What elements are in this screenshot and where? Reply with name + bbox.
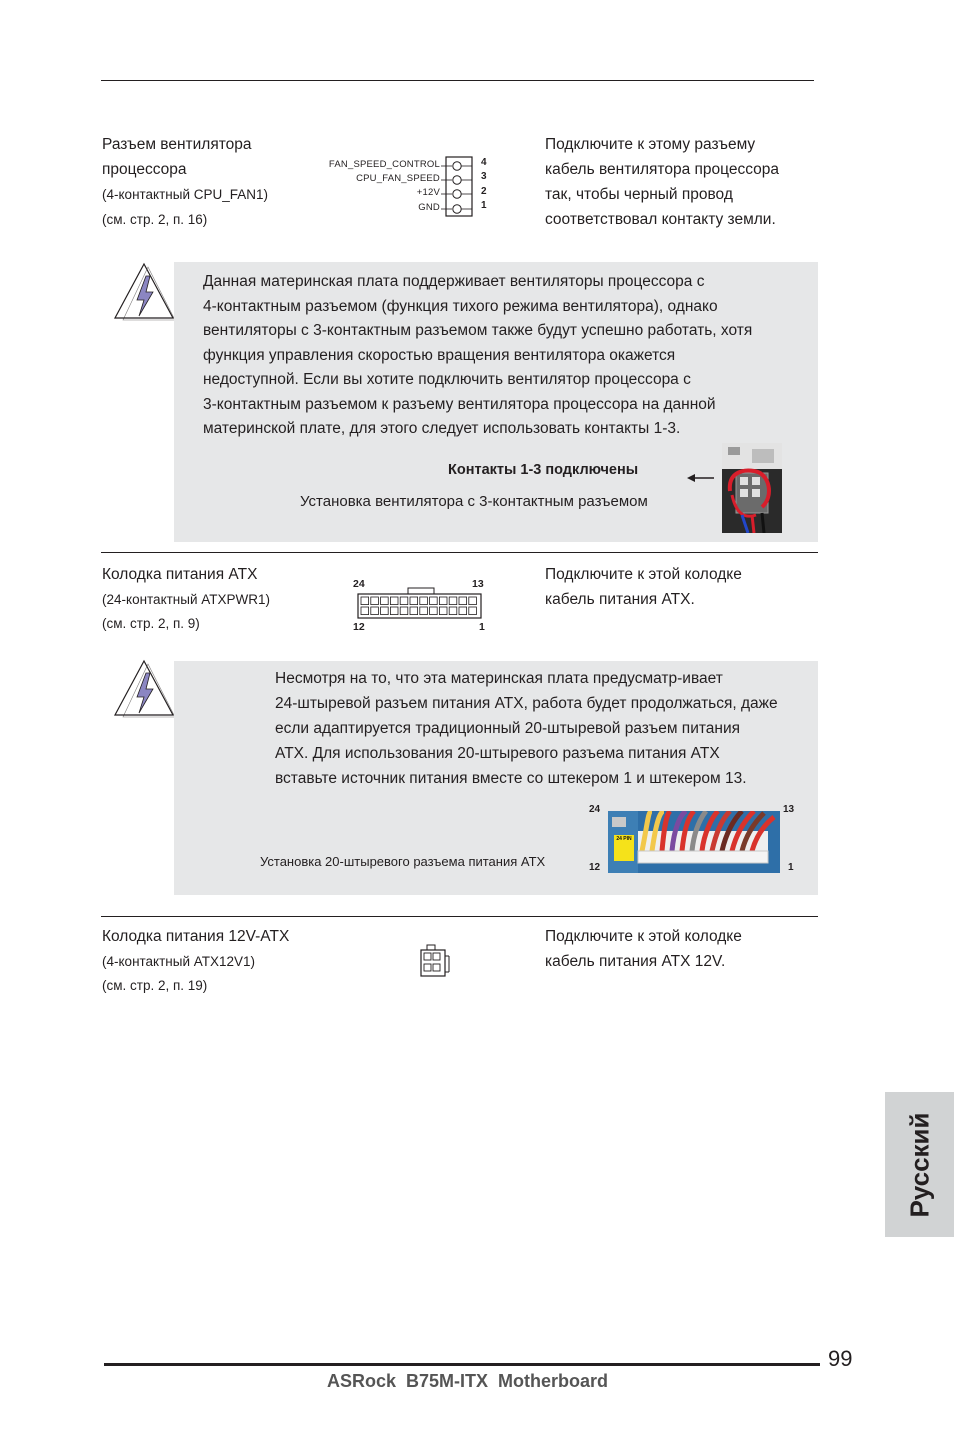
atx-id: (24-контактный ATXPWR1) bbox=[102, 592, 271, 607]
note-atx bbox=[174, 661, 818, 895]
pins-connected-caption: Контакты 1-3 подключены bbox=[448, 462, 639, 478]
cpu-fan-desc-1: Подключите к этому разъему bbox=[545, 136, 756, 153]
atx-pin-cell bbox=[400, 597, 408, 605]
note-cpu-fan-line: 4-контактным разъемом (функция тихого режима вентилятора), однако bbox=[203, 298, 718, 315]
cpu-fan-ref: (см. стр. 2, п. 16) bbox=[102, 212, 208, 227]
note-cpu-fan-line: 3-контактным разъемом к разъему вентилятора процессора на данной bbox=[203, 396, 716, 413]
atx-pin-cell bbox=[381, 607, 389, 615]
atx-title: Колодка питания ATX bbox=[102, 566, 258, 583]
cpu-fan-title-1: Разъем вентилятора bbox=[102, 136, 252, 153]
atx-pin-cell bbox=[430, 597, 438, 605]
note-cpu-fan bbox=[174, 262, 818, 542]
note-cpu-fan-line: вентиляторы с 3-контактным разъемом также будут успешно работать, хотя bbox=[203, 322, 753, 339]
pin-num-3: 3 bbox=[481, 171, 487, 182]
atx-pin-cell bbox=[381, 597, 389, 605]
atx-pin-13: 13 bbox=[472, 578, 484, 590]
pin-label-fan-speed-control: FAN_SPEED_CONTROL bbox=[328, 159, 440, 170]
note-cpu-fan-line: функция управления скоростью вращения вентилятора окажется bbox=[203, 347, 676, 364]
cpu-fan-connector-icon bbox=[320, 156, 500, 218]
atx-pin-cell bbox=[439, 607, 447, 615]
photo-label-24: 24 bbox=[589, 804, 601, 815]
pin-label-cpu-fan-speed: CPU_FAN_SPEED bbox=[356, 173, 440, 184]
atx12v-title: Колодка питания 12V-ATX bbox=[102, 928, 290, 945]
atx12v-connector-icon bbox=[419, 944, 453, 980]
atx-24pin-connector-icon bbox=[348, 576, 494, 636]
atx20-install-caption: Установка 20-штыревого разъема питания ATX bbox=[260, 854, 546, 869]
note-cpu-fan-line: материнской плате, для этого следует использовать контакты 1-3. bbox=[203, 420, 681, 437]
note-atx-line: если адаптируется традиционный 20-штыревой разъем питания bbox=[275, 720, 741, 737]
atx12v-id: (4-контактный ATX12V1) bbox=[102, 954, 256, 969]
atx-pin-cell bbox=[410, 597, 418, 605]
atx12v-desc-2: кабель питания ATX 12V. bbox=[545, 953, 726, 970]
page-number: 99 bbox=[828, 1346, 853, 1371]
atx-pin-cell bbox=[390, 607, 398, 615]
atx-pin-cell bbox=[469, 607, 477, 615]
atx-pin-cell bbox=[400, 607, 408, 615]
atx-pin-cell bbox=[371, 597, 379, 605]
fan-connector-photo bbox=[722, 443, 782, 533]
note-cpu-fan-line: недоступной. Если вы хотите подключить вентилятор процессора с bbox=[203, 371, 691, 388]
photo-label-12: 12 bbox=[589, 862, 601, 873]
atx-pin-cell bbox=[390, 597, 398, 605]
atx-pin-cell bbox=[371, 607, 379, 615]
pin-label-gnd: GND bbox=[418, 202, 440, 213]
atx-pin-cell bbox=[449, 607, 457, 615]
top-rule bbox=[101, 80, 814, 81]
pin-label-12v: +12V bbox=[416, 187, 440, 198]
cpu-fan-desc-4: соответствовал контакту земли. bbox=[545, 211, 776, 228]
atx-pin-cell bbox=[449, 597, 457, 605]
note-cpu-fan-line: Данная материнская плата поддерживает вентиляторы процессора с bbox=[203, 273, 705, 290]
warning-icon bbox=[113, 262, 175, 322]
atx-pin-cell bbox=[459, 597, 467, 605]
atx12v-ref: (см. стр. 2, п. 19) bbox=[102, 978, 208, 993]
atx-pin-cell bbox=[439, 597, 447, 605]
atx-pin-cell bbox=[469, 597, 477, 605]
atx12v-desc-1: Подключите к этой колодке bbox=[545, 928, 742, 945]
note-atx-line: Несмотря на то, что эта материнская плата предусматр-ивает bbox=[275, 670, 723, 687]
atx-pin-1: 1 bbox=[479, 621, 485, 633]
atx-desc-1: Подключите к этой колодке bbox=[545, 566, 742, 583]
warning-icon bbox=[113, 659, 175, 719]
note-atx-line: 24-штыревой разъем питания ATX, работа будет продолжаться, даже bbox=[275, 695, 778, 712]
arrow-icon bbox=[686, 472, 716, 484]
cpu-fan-title-2: процессора bbox=[102, 161, 187, 178]
atx-desc-2: кабель питания ATX. bbox=[545, 591, 695, 608]
cpu-fan-desc-2: кабель вентилятора процессора bbox=[545, 161, 779, 178]
cpu-fan-diagram bbox=[320, 156, 500, 218]
pin-num-2: 2 bbox=[481, 186, 487, 197]
cpu-fan-desc-3: так, чтобы черный провод bbox=[545, 186, 733, 203]
atx-pin-cell bbox=[361, 597, 369, 605]
section-rule bbox=[101, 916, 818, 917]
pin-num-1: 1 bbox=[481, 200, 487, 211]
note-atx-line: вставьте источник питания вместе со штекером 1 и штекером 13. bbox=[275, 770, 747, 787]
atx-pin-cell bbox=[361, 607, 369, 615]
footer-rule bbox=[104, 1363, 820, 1366]
atx-diagram bbox=[348, 576, 494, 636]
atx-pin-cell bbox=[410, 607, 418, 615]
fan-install-caption: Установка вентилятора с 3-контактным разъемом bbox=[300, 493, 648, 510]
atx-pin-cell bbox=[459, 607, 467, 615]
atx-pin-cell bbox=[420, 607, 428, 615]
pin-num-4: 4 bbox=[481, 157, 487, 168]
sticker-24pin: 24 PIN bbox=[616, 836, 632, 842]
atx-pin-cell bbox=[420, 597, 428, 605]
atx-connector-photo bbox=[608, 811, 780, 873]
language-tab-label: Русский bbox=[904, 1111, 934, 1218]
photo-label-1: 1 bbox=[788, 862, 794, 873]
atx-ref: (см. стр. 2, п. 9) bbox=[102, 616, 200, 631]
atx-pin-12: 12 bbox=[353, 621, 365, 633]
atx-pin-cell bbox=[430, 607, 438, 615]
atx-pin-24: 24 bbox=[353, 578, 365, 590]
cpu-fan-id: (4-контактный CPU_FAN1) bbox=[102, 187, 269, 202]
section-rule bbox=[101, 552, 818, 553]
photo-label-13: 13 bbox=[783, 804, 795, 815]
note-atx-line: ATX. Для использования 20-штыревого разъема питания ATX bbox=[275, 745, 720, 762]
footer-brand: ASRock B75M-ITX Motherboard bbox=[327, 1371, 609, 1391]
language-tab bbox=[885, 1092, 954, 1237]
